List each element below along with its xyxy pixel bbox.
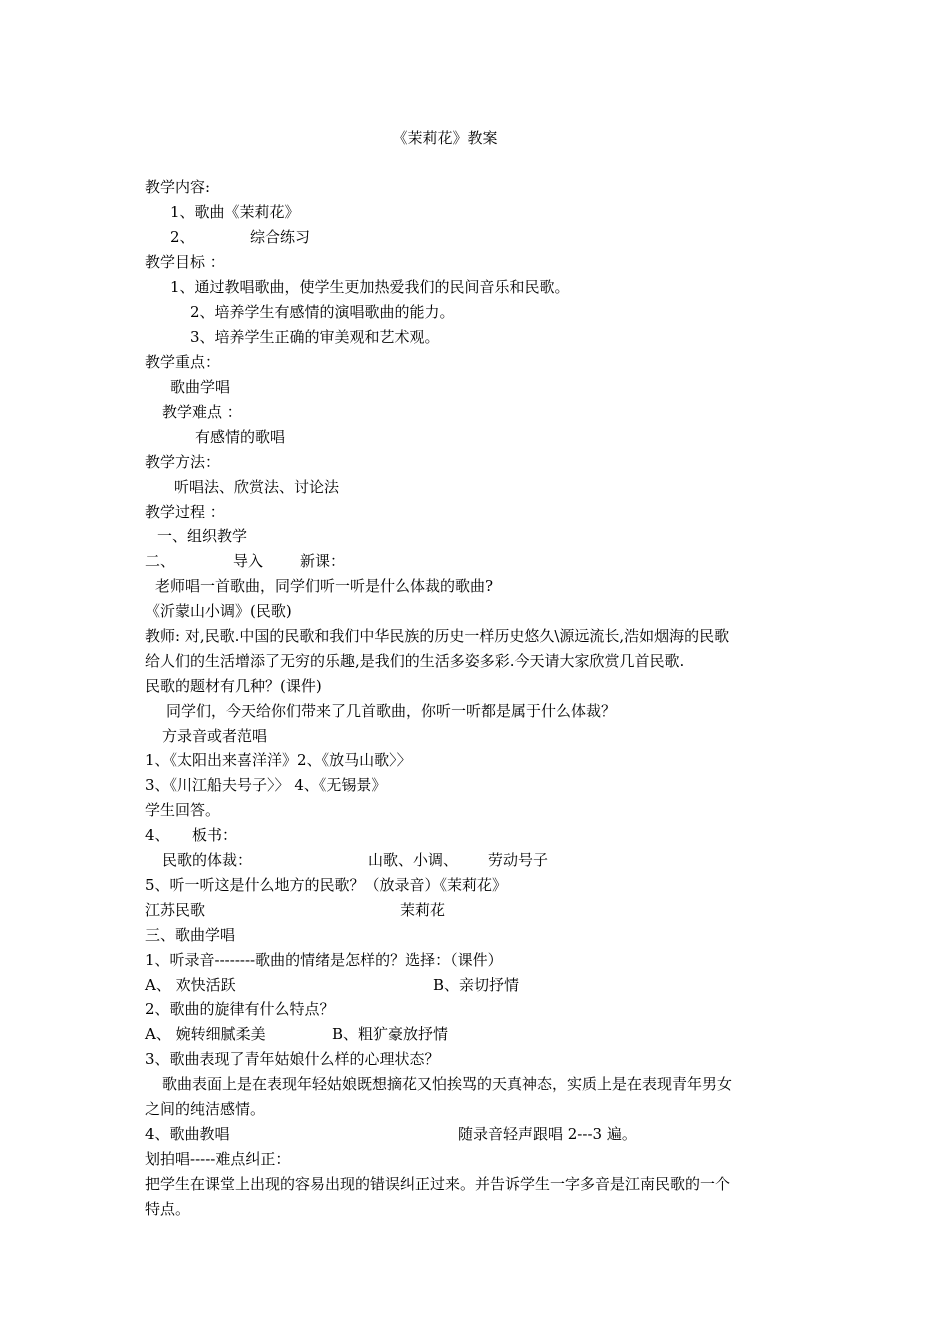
step-2-number: 二、	[145, 552, 176, 570]
question-3-answer-line-2: 之间的纯洁感情。	[145, 1100, 266, 1118]
question-1: 1、听录音--------歌曲的情绪是怎样的？选择：（课件）	[145, 951, 503, 969]
board-number: 4、	[145, 826, 170, 844]
teacher-paragraph-line-2: 给人们的生活增添了无穷的乐趣,是我们的生活多姿多彩.今天请大家欣赏几首民歌.	[145, 652, 685, 670]
content-item-1: 1、歌曲《茉莉花》	[170, 203, 300, 221]
label-teaching-process: 教学过程 ：	[145, 503, 225, 521]
students-intro: 同学们，今天给你们带来了几首歌曲，你听一听都是属于什么体裁？	[166, 702, 617, 720]
songs-line-2: 3、《川江船夫号子〉〉 4、《无锡景》	[145, 776, 387, 794]
teaching-methods: 听唱法、欣赏法、讨论法	[174, 478, 340, 496]
correction-line-1: 把学生在课堂上出现的容易出现的错误纠正过来。并告诉学生一字多音是江南民歌的一个	[145, 1175, 731, 1193]
teacher-paragraph-line-1: 教师: 对,民歌.中国的民歌和我们中华民族的历史一样历史悠久\源远流长,浩如烟海的民歌	[145, 627, 730, 645]
document-title: 《茉莉花》教案	[392, 129, 498, 147]
board-label: 板书：	[192, 826, 238, 844]
label-teaching-content: 教学内容:	[145, 178, 211, 196]
jiangsu-folk-song: 江苏民歌	[145, 901, 206, 919]
goal-2: 2、培养学生有感情的演唱歌曲的能力。	[190, 303, 455, 321]
song-yimeng: 《沂蒙山小调》(民歌)	[145, 602, 292, 620]
question-2: 2、歌曲的旋律有什么特点？	[145, 1000, 335, 1018]
question-3: 3、歌曲表现了青年姑娘什么样的心理状态？	[145, 1050, 440, 1068]
section-3-heading: 三、歌曲学唱	[145, 926, 236, 944]
label-teaching-methods: 教学方法：	[145, 453, 221, 471]
label-difficulty: 教学难点 ：	[162, 403, 242, 421]
correction-line-2: 特点。	[145, 1200, 191, 1218]
question-4-follow-along: 随录音轻声跟唱 2---3 遍。	[458, 1125, 637, 1143]
genre-work-songs: 劳动号子	[488, 851, 549, 869]
goal-3: 3、培养学生正确的审美观和艺术观。	[190, 328, 440, 346]
play-recording: 方录音或者范唱	[162, 727, 268, 745]
key-point: 歌曲学唱	[170, 378, 231, 396]
question-5: 5、听一听这是什么地方的民歌？（放录音）《茉莉花》	[145, 876, 508, 894]
difficulty: 有感情的歌唱	[195, 428, 286, 446]
molihua-label: 茉莉花	[400, 901, 446, 919]
folk-song-topics: 民歌的题材有几种？(课件)	[145, 677, 322, 695]
question-1-option-b: B、亲切抒情	[433, 976, 520, 994]
content-item-2-number: 2、	[170, 228, 195, 246]
songs-line-1: 1、《太阳出来喜洋洋》2、《放马山歌〉〉	[145, 751, 412, 769]
question-3-answer-line-1: 歌曲表面上是在表现年轻姑娘既想摘花又怕挨骂的天真神态，实质上是在表现青年男女	[162, 1075, 733, 1093]
content-item-2-text: 综合练习	[250, 228, 311, 246]
students-answer: 学生回答。	[145, 801, 221, 819]
question-2-option-b: B、粗犷豪放抒情	[332, 1025, 449, 1043]
step-2-new-lesson: 新课：	[300, 552, 346, 570]
question-2-option-a: A、 婉转细腻柔美	[145, 1025, 266, 1043]
teacher-sings: 老师唱一首歌曲，同学们听一听是什么体裁的歌曲?	[155, 577, 494, 595]
label-key-point: 教学重点：	[145, 353, 221, 371]
genre-label: 民歌的体裁：	[162, 851, 253, 869]
beat-singing: 划拍唱-----难点纠正：	[145, 1150, 291, 1168]
step-2-intro: 导入	[233, 552, 264, 570]
question-4: 4、歌曲教唱	[145, 1125, 230, 1143]
genre-mountain-songs: 山歌、小调、	[368, 851, 459, 869]
goal-1: 1、通过教唱歌曲，使学生更加热爱我们的民间音乐和民歌。	[170, 278, 570, 296]
question-1-option-a: A、 欢快活跃	[145, 976, 236, 994]
label-teaching-goals: 教学目标 ：	[145, 253, 225, 271]
step-1: 一、组织教学	[157, 527, 248, 545]
